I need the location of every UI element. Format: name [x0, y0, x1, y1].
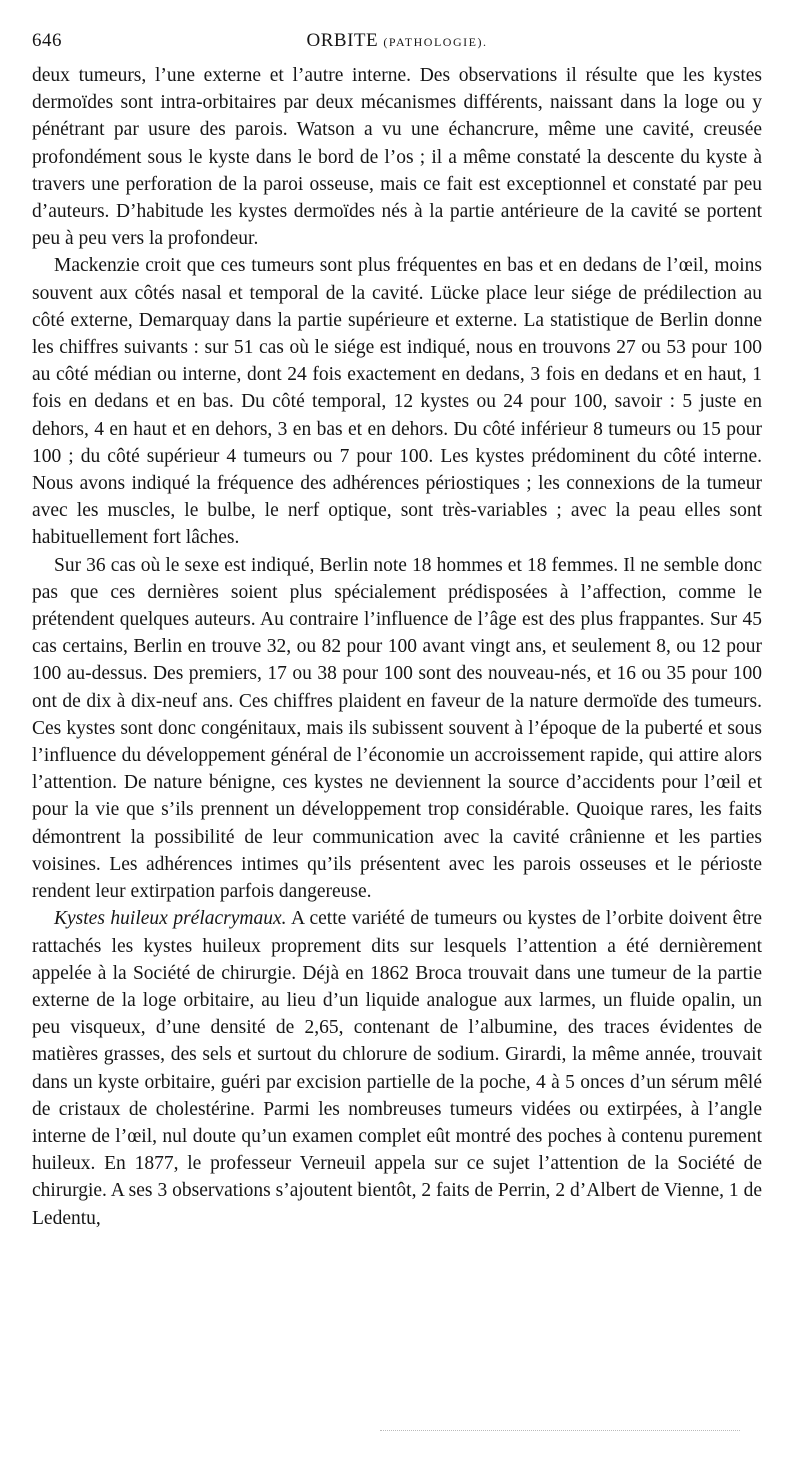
paragraph-4-text: A cette variété de tumeurs ou kystes de l’orbite doivent être rattachés les kystes huileux proprement dits sur lesquels l’attention a été dernièrement appelée à la Société de chirurgie. Déjà en 1862 Broca trouvait dans une tumeur de la partie externe de la loge orbitaire, au lieu d’un liquide analogue aux larmes, un fluide opalin, un peu visqueux, d’une densité de 2,65, contenant de l’albumine, des traces évidentes de matières grasses, des sels et surtout du chlorure de sodium. Girardi, la même année, trouvait dans un kyste orbitaire, guéri par excision partielle de la poche, 4 à 5 onces d’un sérum mêlé de cristaux de cholestérine. Parmi les nombreuses tumeurs vidées ou extirpées, à l’angle interne de l’œil, nul doute qu’un examen complet eût montré des poches à contenu purement huileux. En 1877, le professeur Verneuil appela sur ce sujet l’attention de la Société de chirurgie. A ses 3 observations s’ajoutent bientôt, 2 faits de Perrin, 2 d’Albert de Vienne, 1 de Ledentu,: [32, 908, 763, 1229]
header-title-sub: (PATHOLOGIE).: [383, 35, 488, 49]
book-page: [32, 30, 762, 1232]
paragraph-3: Sur 36 cas où le sexe est indiqué, Berlin note 18 hommes et 18 femmes. Il ne semble donc pas que ces dernières soient plus spécialement prédisposées à l’affection, comme le prétendent quelques auteurs. Au contraire l’influence de l’âge est des plus frappantes. Sur 45 cas certains, Berlin en trouve 32, ou 82 pour 100 avant vingt ans, et seulement 8, ou 12 pour 100 au-dessus. Des premiers, 17 ou 38 pour 100 sont des nouveau-nés, et 16 ou 35 pour 100 ont de dix à dix-neuf ans. Ces chiffres plaident en faveur de la nature dermoïde des tumeurs. Ces kystes sont donc congénitaux, mais ils subissent souvent à l’époque de la puberté et sous l’influence du développement général de l’économie un accroissement rapide, qui attire alors l’attention. De nature bénigne, ces kystes ne deviennent la source d’accidents pour l’œil et pour la vie que s’ils prennent un développement trop considérable. Quoique rares, les faits démontrent la possibilité de leur communication avec la cavité crânienne et les parties voisines. Les adhérences intimes qu’ils présentent avec les parois osseuses et le périoste rendent leur extirpation parfois dangereuse.: [32, 554, 762, 903]
header-title: [32, 30, 762, 52]
header-title-main: ORBITE: [306, 30, 379, 51]
section-lead-italic: Kystes huileux prélacrymaux.: [54, 908, 287, 930]
running-header: [32, 30, 762, 56]
paragraph-1: deux tumeurs, l’une externe et l’autre interne. Des observations il résulte que les kystes dermoïdes sont intra-orbitaires par deux mécanismes différents, naissant dans la loge ou y pénétrant par usure des parois. Watson a vu une échancrure, même une cavité, creusée profondément sous le kyste dans le bord de l’os ; il a même constaté la descente du kyste à travers une perforation de la paroi osseuse, mais ce fait est exceptionnel et constaté par peu d’auteurs. D’habitude les kystes dermoïdes nés à la partie antérieure de la cavité se portent peu à peu vers la profondeur.: [32, 65, 762, 250]
page-number: 646: [32, 30, 62, 51]
body-text: [32, 62, 762, 1232]
paragraph-2: Mackenzie croit que ces tumeurs sont plus fréquentes en bas et en dedans de l’œil, moins souvent aux côtés nasal et temporal de la cavité. Lücke place leur siége de prédilection au côté externe, Demarquay dans la partie supérieure et externe. La statistique de Berlin donne les chiffres suivants : sur 51 cas où le siége est indiqué, nous en trouvons 27 ou 53 pour 100 au côté médian ou interne, dont 24 fois exactement en dedans, 3 fois en dedans et en haut, 1 fois en dedans et en bas. Du côté temporal, 12 kystes ou 24 pour 100, savoir : 5 juste en dehors, 4 en haut et en dehors, 3 en bas et en dehors. Du côté inférieur 8 tumeurs ou 15 pour 100 ; du côté supérieur 4 tumeurs ou 7 pour 100. Les kystes prédominent du côté interne. Nous avons indiqué la fréquence des adhérences périostiques ; les connexions de la tumeur avec les muscles, le bulbe, le nerf optique, sont très-variables ; avec la peau elles sont habituellement fort lâches.: [32, 255, 762, 549]
footer-rule: [380, 1430, 740, 1431]
paragraph-4: [32, 905, 762, 1231]
